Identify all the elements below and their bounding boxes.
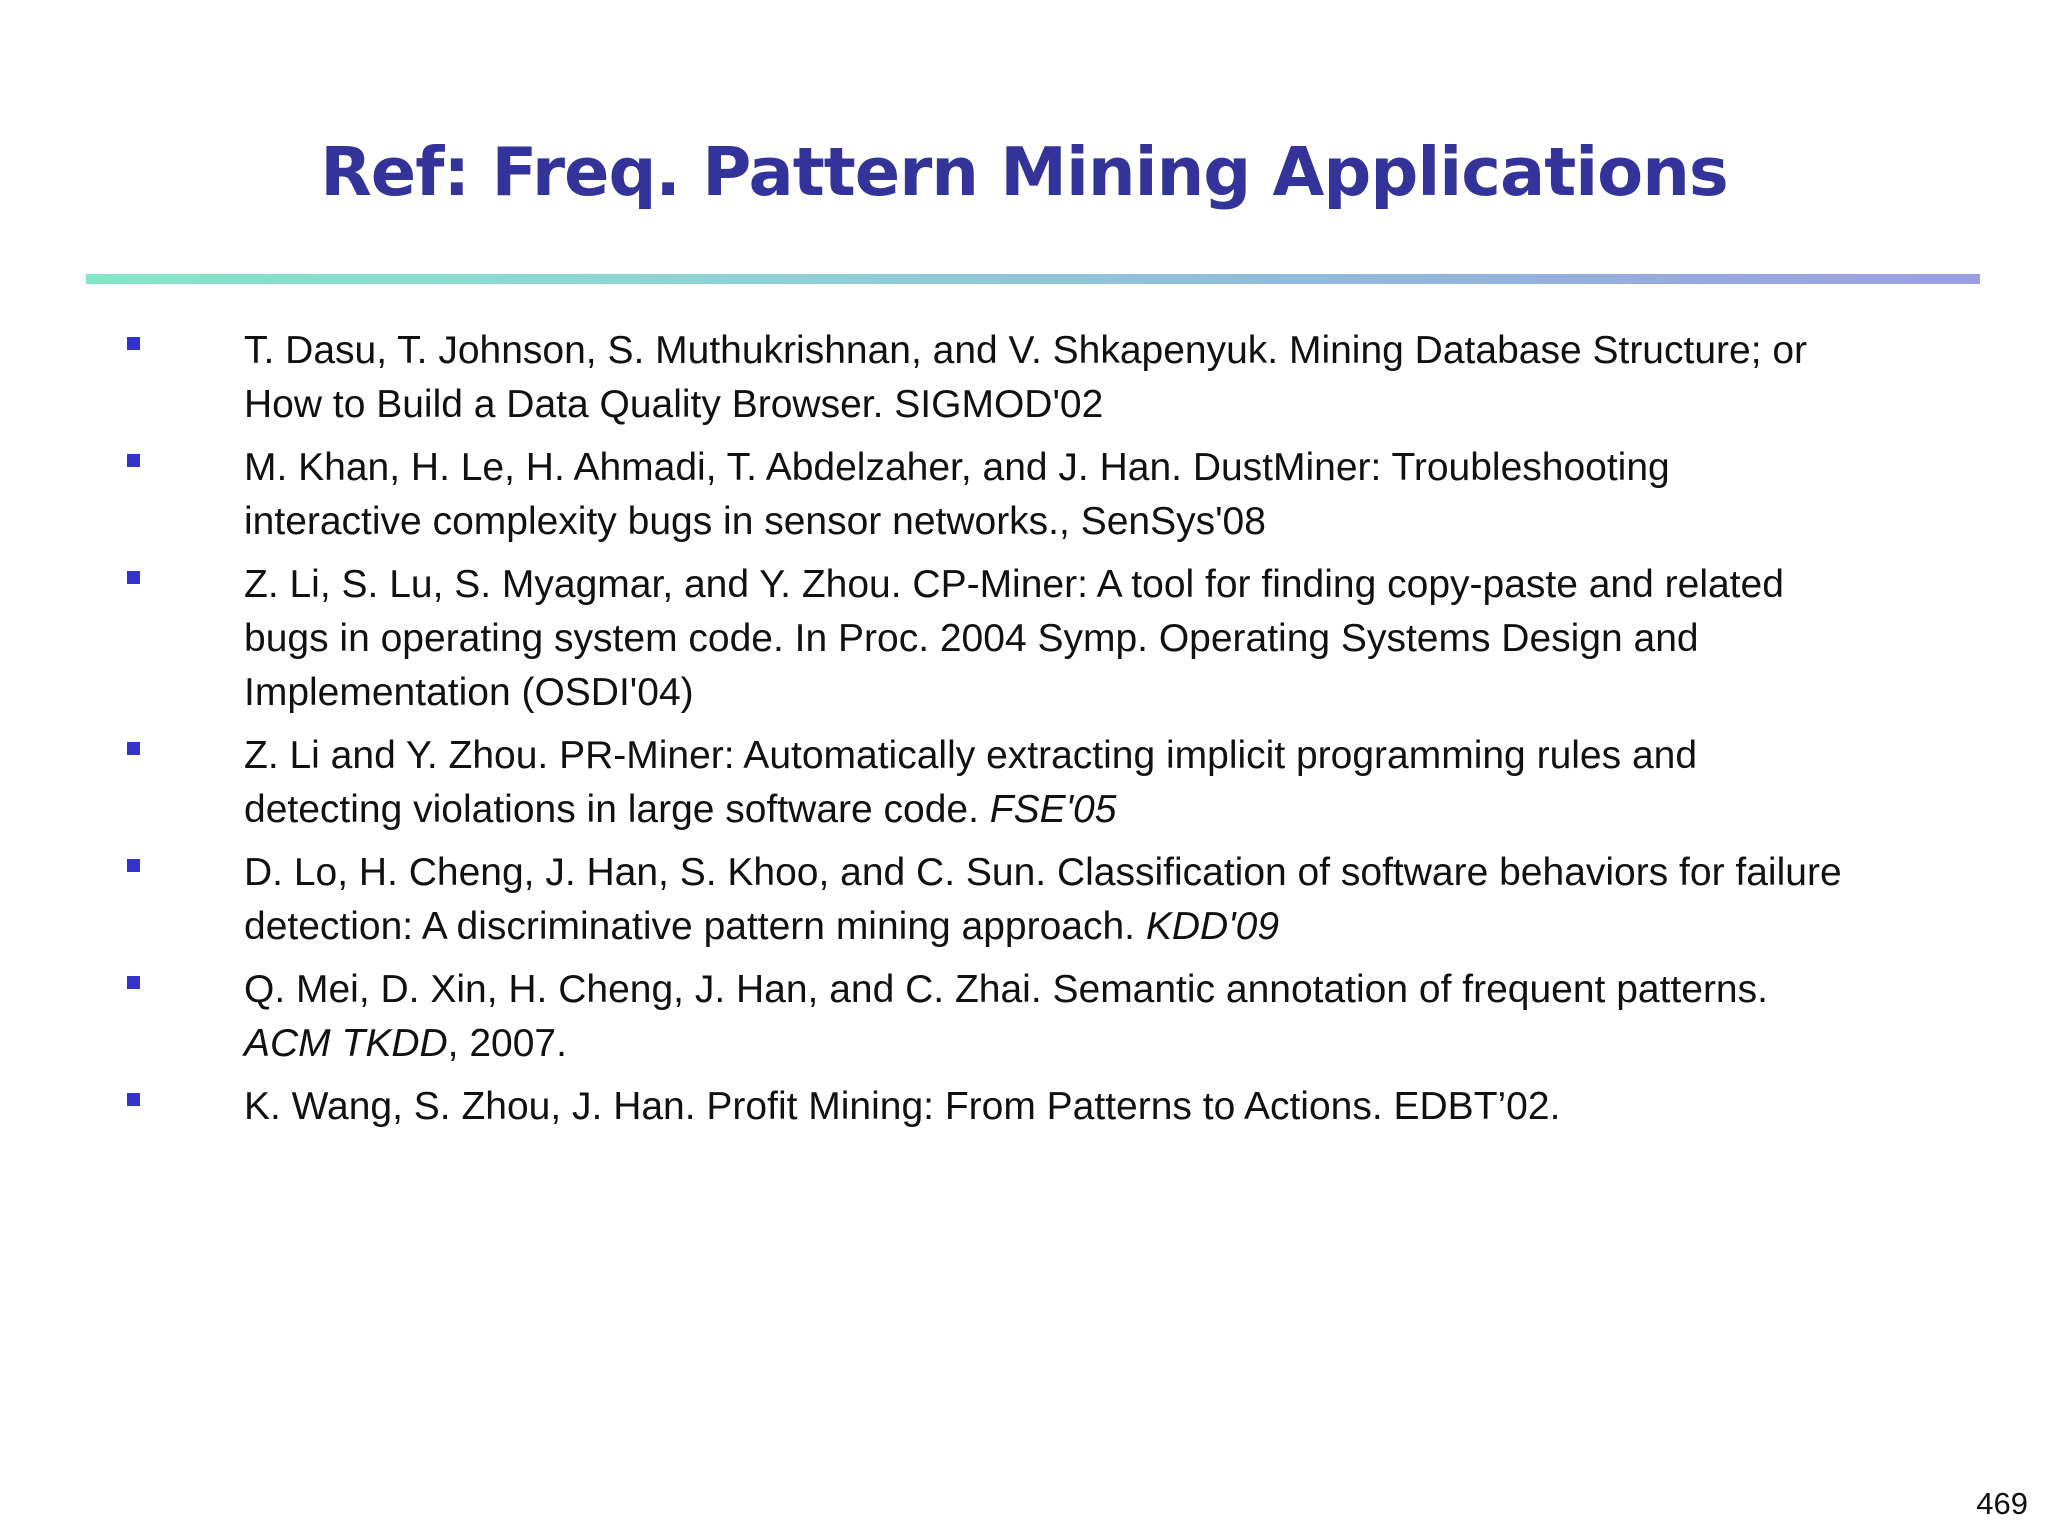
reference-line: bugs in operating system code. In Proc. 2004 Symp. Operating Systems Design and [244, 617, 1699, 660]
reference-item-2 [0, 441, 2048, 549]
reference-item-6 [0, 963, 2048, 1071]
reference-text [244, 729, 1964, 837]
reference-line: interactive complexity bugs in sensor networks., SenSys'08 [244, 500, 1266, 543]
reference-line: Q. Mei, D. Xin, H. Cheng, J. Han, and C. Zhai. Semantic annotation of frequent patterns. [244, 968, 1768, 1011]
page-number: 469 [1976, 1486, 2028, 1521]
reference-text [244, 963, 1964, 1071]
reference-item-3 [0, 558, 2048, 720]
reference-text [244, 324, 1964, 432]
square-bullet-icon [127, 454, 140, 467]
reference-text [244, 441, 1964, 549]
reference-line: K. Wang, S. Zhou, J. Han. Profit Mining: From Patterns to Actions. EDBT’02. [244, 1085, 1561, 1128]
reference-line: How to Build a Data Quality Browser. SIGMOD'02 [244, 383, 1104, 426]
reference-line: detection: A discriminative pattern mining approach. [244, 905, 1146, 948]
reference-line: , 2007. [447, 1022, 567, 1065]
square-bullet-icon [127, 571, 140, 584]
reference-text [244, 846, 1964, 954]
reference-item-4 [0, 729, 2048, 837]
reference-text [244, 558, 1964, 720]
slide-title: Ref: Freq. Pattern Mining Applications [320, 133, 1728, 211]
reference-line: D. Lo, H. Cheng, J. Han, S. Khoo, and C. Sun. Classification of software behaviors for failure [244, 851, 1842, 894]
square-bullet-icon [127, 337, 140, 350]
venue-italic: FSE'05 [989, 788, 1117, 831]
reference-list [0, 324, 2048, 1143]
square-bullet-icon [127, 1093, 140, 1106]
title-divider [86, 274, 1980, 284]
reference-item-1 [0, 324, 2048, 432]
venue-italic: ACM TKDD [244, 1022, 448, 1065]
reference-text [244, 1080, 1964, 1134]
reference-line: detecting violations in large software code. [244, 788, 990, 831]
square-bullet-icon [127, 976, 140, 989]
reference-line: T. Dasu, T. Johnson, S. Muthukrishnan, and V. Shkapenyuk. Mining Database Structure; or [244, 329, 1808, 372]
square-bullet-icon [127, 859, 140, 872]
reference-line: Z. Li, S. Lu, S. Myagmar, and Y. Zhou. CP-Miner: A tool for finding copy-paste and related [244, 563, 1784, 606]
reference-line: Implementation (OSDI'04) [244, 671, 694, 714]
reference-item-5 [0, 846, 2048, 954]
venue-italic: KDD'09 [1145, 905, 1280, 948]
reference-item-7 [0, 1080, 2048, 1134]
reference-line: Z. Li and Y. Zhou. PR-Miner: Automatically extracting implicit programming rules and [244, 734, 1698, 777]
square-bullet-icon [127, 742, 140, 755]
reference-line: M. Khan, H. Le, H. Ahmadi, T. Abdelzaher, and J. Han. DustMiner: Troubleshooting [244, 446, 1670, 489]
